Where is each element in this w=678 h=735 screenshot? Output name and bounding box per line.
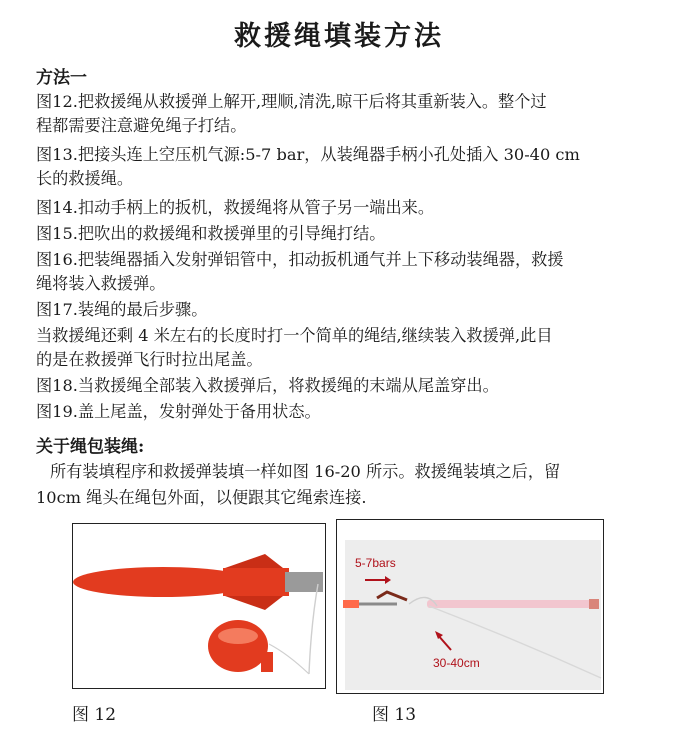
rope-pack-line: 所有装填程序和救援弹装填一样如图 16-20 所示。救援绳装填之后，留 bbox=[50, 462, 561, 481]
figure-13-photo bbox=[336, 519, 604, 694]
method1-heading: 方法一 bbox=[36, 68, 87, 88]
tube-end bbox=[589, 599, 599, 609]
step-line: 图15.把吹出的救援绳和救援弹里的引导绳打结。 bbox=[36, 224, 386, 243]
step-line: 程都需要注意避免绳子打结。 bbox=[36, 116, 247, 135]
step-line: 当救援绳还剩 4 米左右的长度时打一个简单的绳结,继续装入救援弹,此目 bbox=[36, 326, 553, 345]
pressure-label: 5-7bars bbox=[355, 556, 396, 570]
canister-lid bbox=[218, 628, 258, 644]
step-line: 绳将装入救援弹。 bbox=[36, 274, 166, 293]
step-line: 图17.装绳的最后步骤。 bbox=[36, 300, 208, 319]
step-line: 图16.把装绳器插入发射弹铝管中，扣动扳机通气并上下移动装绳器，救援 bbox=[36, 250, 564, 269]
projectile-tail bbox=[223, 568, 289, 596]
step-line: 图18.当救援绳全部装入救援弹后，将救援绳的末端从尾盖穿出。 bbox=[36, 376, 499, 395]
rope-line bbox=[309, 584, 318, 674]
figure-13-caption: 图 13 bbox=[372, 705, 417, 725]
step-line: 的是在救援弹飞行时拉出尾盖。 bbox=[36, 350, 263, 369]
rope-pack-heading: 关于绳包装绳: bbox=[36, 437, 145, 457]
rope-pack-line: 10cm 绳头在绳包外面，以便跟其它绳索连接. bbox=[36, 488, 367, 507]
loader-tube bbox=[427, 600, 595, 608]
projectile-fin bbox=[225, 596, 283, 610]
step-line: 图12.把救援绳从救援弹上解开,理顺,清洗,晾干后将其重新装入。整个过 bbox=[36, 92, 547, 111]
projectile-fin bbox=[225, 554, 283, 568]
rescue-projectile-illustration bbox=[73, 524, 325, 688]
figure-12-photo bbox=[72, 523, 326, 689]
rope-canister bbox=[208, 620, 268, 672]
page-title: 救援绳填装方法 bbox=[234, 21, 444, 52]
step-line: 图13.把接头连上空压机气源:5-7 bar，从装绳器手柄小孔处插入 30-40 cm bbox=[36, 145, 580, 164]
length-label: 30-40cm bbox=[433, 656, 480, 670]
canister-handle bbox=[261, 652, 273, 672]
step-line: 图19.盖上尾盖，发射弹处于备用状态。 bbox=[36, 402, 321, 421]
rope-line bbox=[269, 644, 309, 674]
step-line: 长的救援绳。 bbox=[36, 169, 134, 188]
step-line: 图14.扣动手柄上的扳机，救援绳将从管子另一端出来。 bbox=[36, 198, 435, 217]
figure-12-caption: 图 12 bbox=[72, 705, 117, 725]
air-connector bbox=[343, 600, 359, 608]
